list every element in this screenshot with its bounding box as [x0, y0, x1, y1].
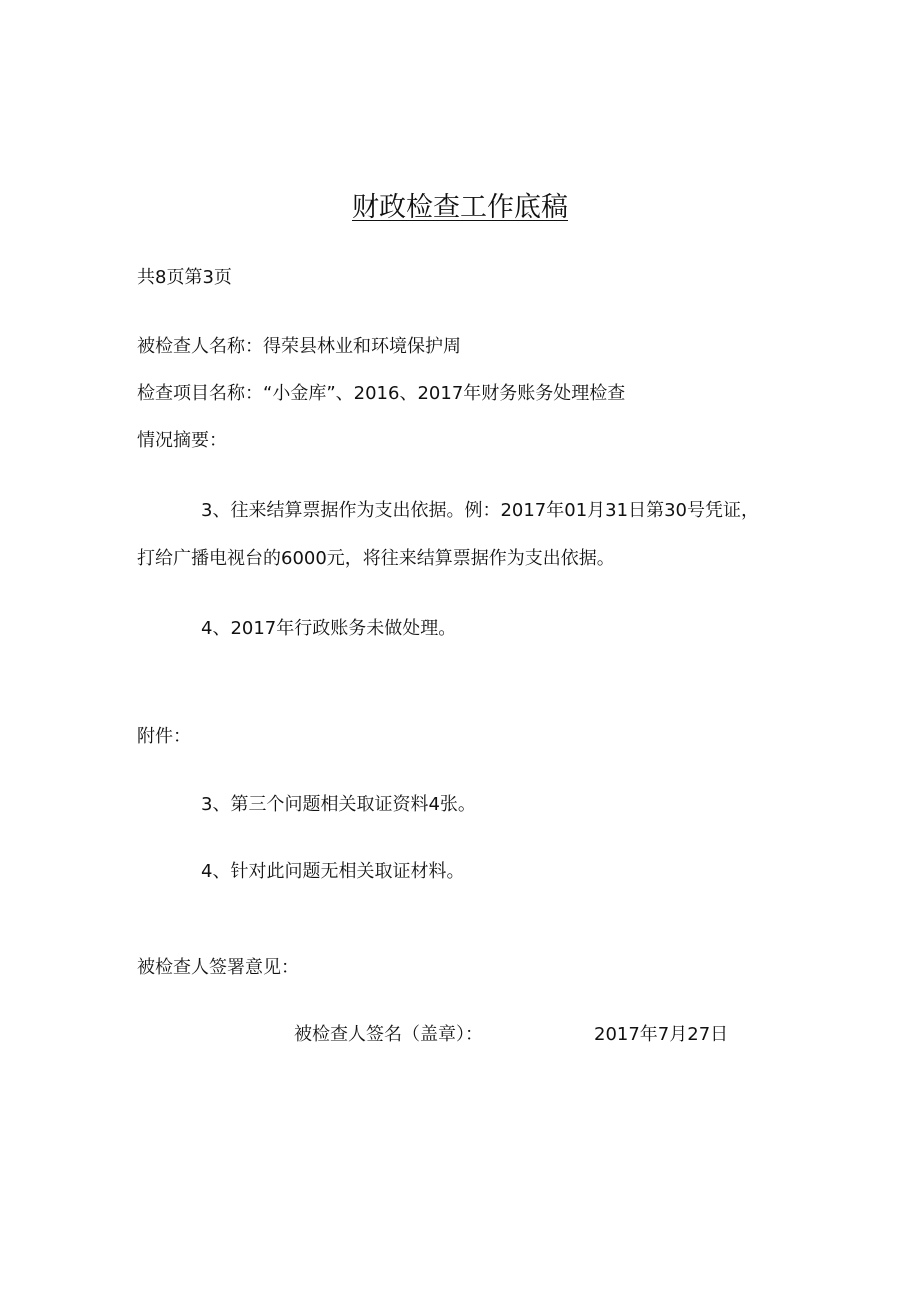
signature-date: 2017年7月27日 [594, 1024, 729, 1045]
project-name: 检查项目名称：“小金库”、2016、2017年财务账务处理检查 [137, 383, 626, 404]
summary-item-3-line-1: 3、往来结算票据作为支出依据。例：2017年01月31日第30号凭证， [201, 500, 759, 521]
opinion-label: 被检查人签署意见： [137, 957, 299, 978]
attachment-item-3: 3、第三个问题相关取证资料4张。 [201, 794, 476, 815]
document-title [0, 190, 920, 226]
summary-label: 情况摘要： [137, 430, 227, 451]
attachment-label: 附件： [137, 726, 191, 747]
signature-label: 被检查人签名（盖章）： [294, 1024, 483, 1045]
summary-item-4: 4、2017年行政账务未做处理。 [201, 618, 457, 639]
summary-item-3-line-2: 打给广播电视台的6000元，将往来结算票据作为支出依据。 [137, 548, 615, 569]
attachment-item-4: 4、针对此问题无相关取证材料。 [201, 861, 465, 882]
page-info: 共8页第3页 [137, 267, 232, 288]
document-title-text: 财政检查工作底稿 [352, 192, 568, 223]
inspected-party-name: 被检查人名称：得荣县林业和环境保护周 [137, 336, 461, 357]
